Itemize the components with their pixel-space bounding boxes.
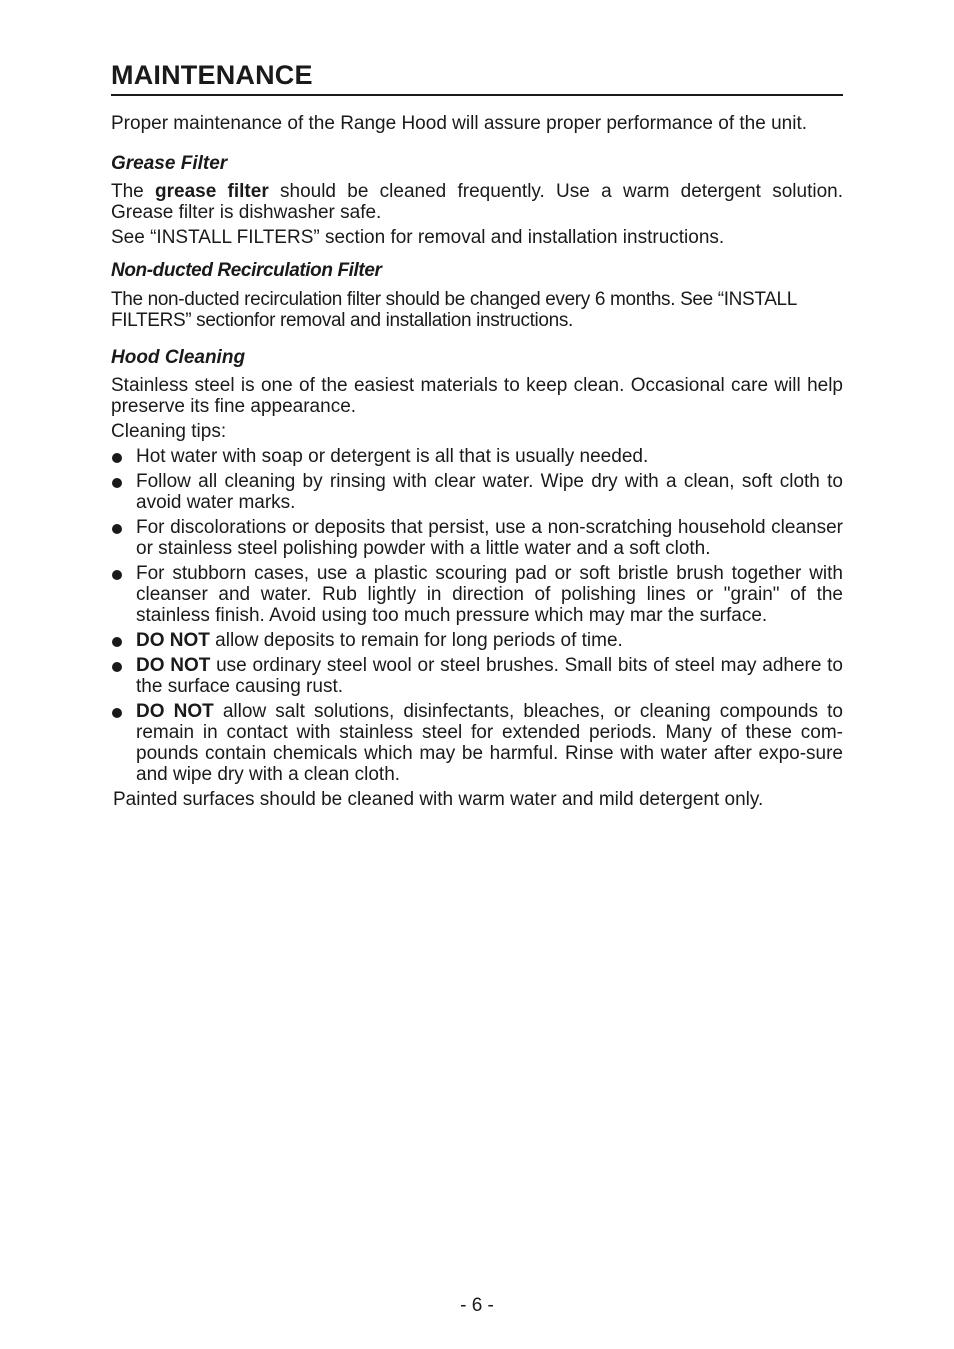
list-item [111, 655, 843, 697]
bullet-icon [112, 453, 122, 463]
grease-filter-prefix: The [111, 181, 156, 202]
grease-filter-instructions: See “INSTALL FILTERS” section for removal and installation instructions. [111, 227, 725, 248]
recirculation-filter-paragraph: The non-ducted recirculation filter should be changed every 6 months. See “INSTALL FILTERS” sectionfor removal and installation instructions. [111, 289, 797, 331]
recirculation-filter-heading: Non-ducted Recirculation Filter [111, 260, 382, 281]
list-item [111, 446, 843, 467]
grease-filter-bold-term: grease filter [155, 181, 269, 202]
tip-text: use ordinary steel wool or steel brushes. Small bits of steel may adhere to the surface causing rust. [136, 655, 843, 697]
page-content [111, 58, 843, 810]
list-item [111, 701, 843, 785]
closing-paragraph: Painted surfaces should be cleaned with warm water and mild detergent only. [113, 789, 764, 810]
grease-filter-heading: Grease Filter [111, 153, 228, 174]
tip-text: Follow all cleaning by rinsing with clear water. Wipe dry with a clean, soft cloth to avoid water marks. [136, 471, 843, 513]
bullet-icon [112, 524, 122, 534]
tip-bold: DO NOT [136, 630, 210, 651]
grease-filter-paragraph [111, 181, 843, 223]
tip-bold: DO NOT [136, 655, 211, 676]
bullet-icon [112, 637, 122, 647]
tip-text: allow deposits to remain for long periods of time. [209, 630, 623, 651]
cleaning-tips-label: Cleaning tips: [111, 421, 227, 442]
page-title: MAINTENANCE [111, 58, 843, 96]
tip-bold: DO NOT [136, 701, 214, 722]
cleaning-tips-list [111, 446, 843, 785]
hood-cleaning-paragraph: Stainless steel is one of the easiest materials to keep clean. Occasional care will help preserve its fine appearance. [111, 375, 843, 417]
page-number: - 6 - [460, 1295, 494, 1316]
tip-text: For stubborn cases, use a plastic scouring pad or soft bristle brush together with cleanser and water. Rub lightly in direction of polishing lines or "grain" of the stainless finish. Avoid using too much pressure which may mar the surface. [136, 563, 843, 626]
bullet-icon [112, 708, 122, 718]
list-item [111, 630, 843, 651]
list-item [111, 517, 843, 559]
hood-cleaning-heading: Hood Cleaning [111, 347, 246, 368]
bullet-icon [112, 570, 122, 580]
bullet-icon [112, 662, 122, 672]
list-item [111, 563, 843, 626]
tip-text: Hot water with soap or detergent is all that is usually needed. [136, 446, 649, 467]
tip-text: For discolorations or deposits that persist, use a non-scratching household cleanser or stainless steel polishing powder with a little water and a soft cloth. [136, 517, 843, 559]
intro-paragraph: Proper maintenance of the Range Hood will assure proper performance of the unit. [111, 113, 808, 134]
grease-filter-suffix: should be cleaned frequently. Use a warm detergent solution. Grease filter is dishwasher safe. [111, 181, 843, 223]
bullet-icon [112, 478, 122, 488]
list-item [111, 471, 843, 513]
tip-text: allow salt solutions, disinfectants, bleaches, or cleaning compounds to remain in contact with stainless steel for extended periods. Many of these com-pounds contain chemicals which may be harmful. Rinse with water after expo-sure and wipe dry with a clean cloth. [136, 701, 843, 785]
